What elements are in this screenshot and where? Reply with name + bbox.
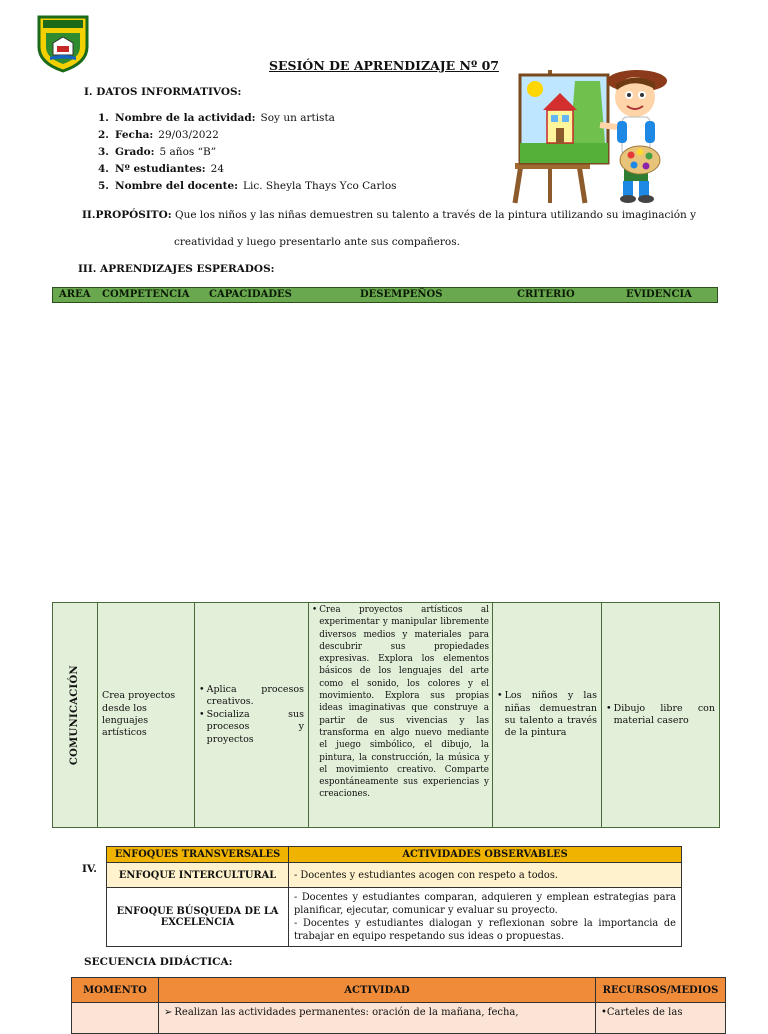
item-value: 5 años “B” (159, 146, 217, 158)
actividad-text: Realizan las actividades permanentes: oración de la mañana, fecha, (174, 1007, 519, 1018)
item-label: Grado: (115, 146, 155, 158)
desempeno-text: Crea proyectos artísticos al experimentar y manipular libremente diversos medios y materiales para descubrir sus propiedades expresivas. Explora los elementos básicos de los lenguajes del arte como el sonido, los colores y el movimiento. Explora sus propias ideas imaginativas que construye a partir de sus vivencias y las transforma en algo nuevo mediante el juego simbólico, el dibujo, la pintura, la construcción, la música y el movimiento creativo. Comparte espontáneamente sus experiencias y creaciones. (319, 605, 489, 800)
table-header-row (72, 978, 726, 1003)
enfoque-name: ENFOQUE INTERCULTURAL (107, 863, 289, 888)
activity-line: - Docentes y estudiantes comparan, adquieren y emplean estrategias para planificar, ejecutar, comunicar y evaluar su proyecto. (294, 892, 676, 916)
table-header-row (107, 847, 682, 863)
momento-cell (72, 1003, 159, 1034)
enfoques-table (106, 846, 682, 947)
list-item: • Aplica procesos creativos. (199, 683, 304, 708)
activity-line: - Docentes y estudiantes dialogan y reflexionan sobre la importancia de trabajar en equipo respetando sus ideas o propuestas. (294, 918, 676, 942)
competencia-cell (98, 603, 195, 828)
competency-table (52, 602, 720, 828)
proposito-line-2: creatividad y luego presentarlo ante sus compañeros. (174, 236, 460, 248)
list-item: • Socializa sus procesos y proyectos (199, 708, 304, 745)
list-item: ➢ Realizan las actividades permanentes: oración de la mañana, fecha, (164, 1007, 519, 1018)
item-value: 24 (210, 163, 225, 175)
col-criterio: CRITERIO (517, 289, 575, 300)
evidencia-cell (602, 603, 720, 828)
item-label: Nº estudiantes: (115, 163, 206, 175)
capacidades-cell (195, 603, 309, 828)
item-value: 29/03/2022 (158, 129, 219, 141)
enfoques-section-number: IV. (82, 863, 97, 875)
col-competencia: COMPETENCIA (102, 289, 190, 300)
actividades-col-header: ACTIVIDADES OBSERVABLES (289, 847, 682, 863)
momento-col-header: MOMENTO (72, 978, 159, 1003)
datos-list (98, 110, 397, 195)
aprendizajes-heading: III. APRENDIZAJES ESPERADOS: (78, 263, 275, 275)
proposito-label: II.PROPÓSITO: (82, 209, 172, 221)
item-value: Lic. Sheyla Thays Yco Carlos (243, 180, 397, 192)
activity-line: - Docentes y estudiantes acogen con respeto a todos. (294, 869, 558, 881)
item-label: Fecha: (115, 129, 154, 141)
col-evidencia: EVIDENCIA (626, 289, 692, 300)
desempeno-cell (309, 603, 493, 828)
enfoque-name: ENFOQUE BÚSQUEDA DE LA EXCELENCIA (107, 888, 289, 947)
competencia-text: Crea proyectos desde los lenguajes artísticos (102, 690, 176, 739)
secuencia-table (71, 977, 726, 1034)
item-number: 2. (98, 129, 109, 141)
item-label: Nombre de la actividad: (115, 112, 256, 124)
table-row (107, 863, 682, 888)
item-number: 3. (98, 146, 109, 158)
criterio-cell (493, 603, 602, 828)
area-cell (53, 603, 98, 828)
item-number: 5. (98, 180, 109, 192)
actividad-col-header: ACTIVIDAD (159, 978, 596, 1003)
table-row (53, 603, 720, 828)
item-number: 4. (98, 163, 109, 175)
datos-item (98, 178, 397, 195)
list-item: • Dibujo libre con material casero (606, 702, 715, 726)
datos-item (98, 144, 397, 161)
item-number: 1. (98, 112, 109, 124)
col-area: AREA (59, 289, 91, 300)
enfoque-activities (289, 888, 682, 947)
enfoque-activities (289, 863, 682, 888)
capacidad-text: Aplica procesos creativos. (206, 683, 304, 708)
datos-item (98, 127, 397, 144)
item-label: Nombre del docente: (115, 180, 239, 192)
enfoques-col-header: ENFOQUES TRANSVERSALES (107, 847, 289, 863)
datos-heading: I. DATOS INFORMATIVOS: (84, 86, 242, 98)
evidencia-text: Dibujo libre con material casero (613, 702, 715, 726)
boy-painting-easel-icon (505, 55, 675, 205)
item-value: Soy un artista (260, 112, 335, 124)
secuencia-heading: SECUENCIA DIDÁCTICA: (84, 956, 233, 968)
col-capacidades: CAPACIDADES (209, 289, 292, 300)
table-row (72, 1003, 726, 1034)
list-item: • Los niños y las niñas demuestran su talento a través de la pintura (497, 690, 597, 739)
proposito-text: Que los niños y las niñas demuestren su talento a través de la pintura utilizando su imaginación y (174, 209, 697, 221)
col-desempenos: DESEMPEÑOS (360, 289, 443, 300)
proposito-line-1 (82, 209, 696, 221)
table-row (107, 888, 682, 947)
area-label: COMUNICACIÓN (68, 664, 80, 766)
recurso-text: •Carteles de las (601, 1007, 683, 1018)
criterio-text: Los niños y las niñas demuestran su talento a través de la pintura (504, 690, 597, 739)
competency-header-bar (52, 287, 718, 303)
capacidad-text: Socializa sus procesos y proyectos (206, 708, 304, 745)
recursos-col-header: RECURSOS/MEDIOS (596, 978, 726, 1003)
list-item: • Crea proyectos artísticos al experimentar y manipular libremente diversos medios y materiales para descubrir sus propiedades expresivas. Explora los elementos básicos de los lenguajes del arte como el sonido, los colores y el movimiento. Explora sus propias ideas imaginativas que construye a partir de sus vivencias y las transforma en algo nuevo mediante el juego simbólico, el dibujo, la pintura, la construcción, la música y el movimiento creativo. Comparte espontáneamente sus experiencias y creaciones. (312, 605, 489, 800)
recursos-cell (596, 1003, 726, 1034)
datos-item (98, 161, 397, 178)
datos-item (98, 110, 397, 127)
actividad-cell (159, 1003, 596, 1034)
page-title: SESIÓN DE APRENDIZAJE Nº 07 (269, 58, 499, 73)
